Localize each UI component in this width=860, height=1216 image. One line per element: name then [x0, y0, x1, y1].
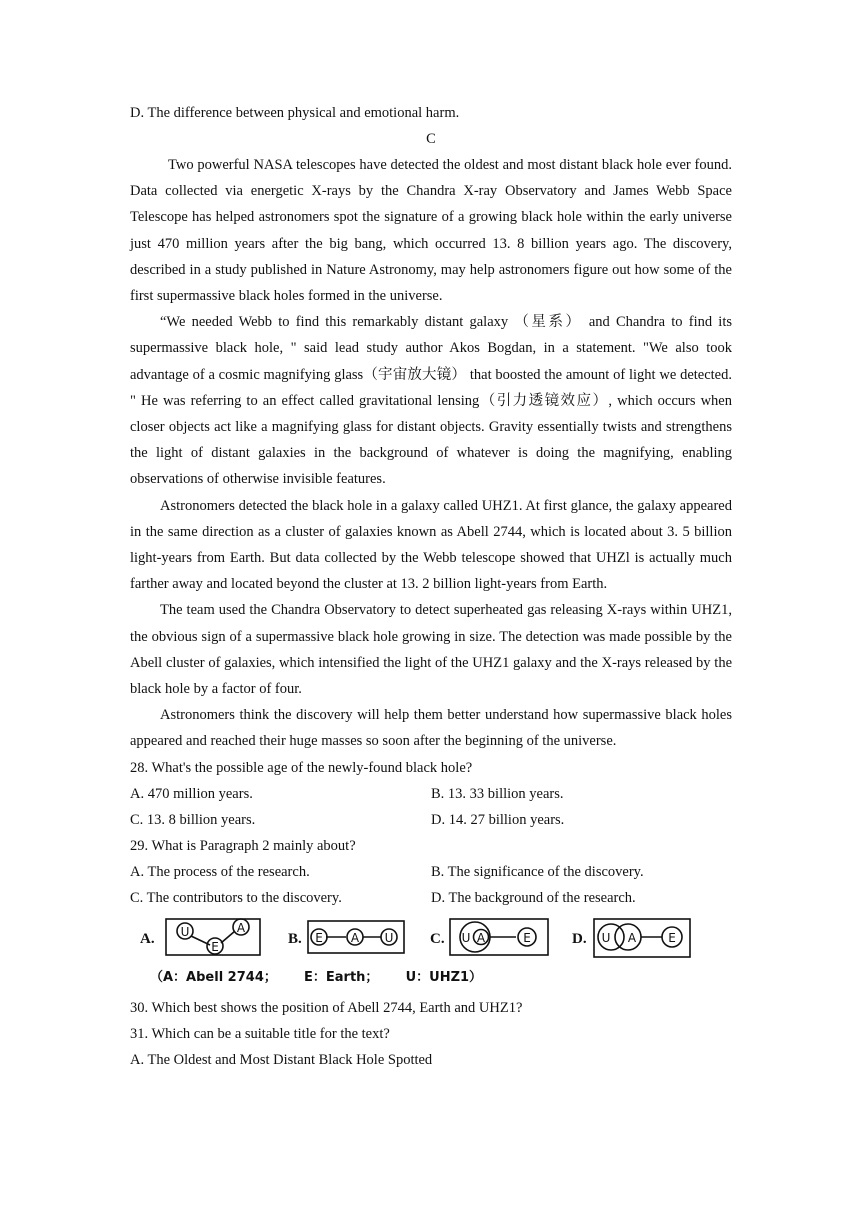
- q28-option-d[interactable]: D. 14. 27 billion years.: [431, 811, 565, 828]
- q29-option-b[interactable]: B. The significance of the discovery.: [431, 863, 644, 880]
- diagram-a-node-e-text: E: [211, 939, 219, 954]
- diagram-d-node-a-text: A: [627, 930, 637, 945]
- q28-option-c[interactable]: C. 13. 8 billion years.: [130, 811, 256, 828]
- paragraph-4: The team used the Chandra Observatory to detect superheated gas releasing X-rays within UHZ1, the obvious sign of a supermassive black hole growing in size. The detection was made possible by the Abell cluster of galaxies, which intensified the light of the UHZ1 galaxy and the X-rays released by the black hole by a factor of four.: [130, 602, 732, 698]
- position-diagrams: [138, 915, 718, 995]
- diagram-c-label[interactable]: C.: [430, 930, 445, 947]
- position-diagram-figure: [138, 915, 718, 995]
- diagram-d-node-u-text: U: [601, 930, 611, 945]
- diagram-caption: （A：Abell 2744； E：Earth； U：UHZ1）: [150, 969, 483, 985]
- diagram-a-line-ea: [221, 931, 235, 943]
- q29-option-a[interactable]: A. The process of the research.: [130, 863, 310, 880]
- q28-option-a[interactable]: A. 470 million years.: [130, 785, 253, 802]
- q29-option-c[interactable]: C. The contributors to the discovery.: [130, 889, 342, 906]
- diagram-a-label[interactable]: A.: [140, 930, 155, 947]
- diagram-c-node-a-text: A: [476, 930, 486, 945]
- q31-option-a[interactable]: A. The Oldest and Most Distant Black Hole Spotted: [130, 1051, 433, 1068]
- q29-options-row-2: [130, 885, 732, 911]
- diagram-a-node-a-text: A: [236, 920, 246, 935]
- paragraph-5: Astronomers think the discovery will help them better understand how supermassive black holes appeared and reached their huge masses so soon after the beginning of the universe.: [130, 707, 732, 750]
- diagram-b-label[interactable]: B.: [288, 930, 302, 947]
- diagram-b-node-e-text: E: [315, 930, 323, 945]
- paragraph-1: Two powerful NASA telescopes have detected the oldest and most distant black hole ever found. Data collected via energetic X-rays by the Chandra X-ray Observatory and James Webb Space Telescope has helped astronomers spot the signature of a growing black hole within the early universe just 470 million years after the big bang, which occurred 13. 8 billion years ago. The discovery, described in a study published in Nature Astronomy, may help astronomers figure out how some of the first supermassive black holes formed in the universe.: [130, 157, 732, 305]
- diagram-a-node-u-text: U: [180, 924, 190, 939]
- question-31: 31. Which can be a suitable title for the text?: [130, 1025, 390, 1042]
- diagram-b-node-u-text: U: [384, 930, 394, 945]
- paragraph-2: “We needed Webb to find this remarkably distant galaxy （星系） and Chandra to find its supermassive black hole, " said lead study author Akos Bogdan, in a statement. "We also took advantage of a cosmic magnifying glass（宇宙放大镜） that boosted the amount of light we detected. " He was referring to an effect called gravitational lensing（引力透镜效应）, which occurs when closer objects act like a magnifying glass for distant objects. Gravity essentially twists and strengthens the light of distant galaxies in the background of whatever is doing the magnifying, enabling observations of otherwise invisible features.: [130, 314, 732, 488]
- q29-options-row-1: [130, 859, 732, 885]
- q29-option-d[interactable]: D. The background of the research.: [431, 889, 636, 906]
- q28-option-b[interactable]: B. 13. 33 billion years.: [431, 785, 564, 802]
- question-29: 29. What is Paragraph 2 mainly about?: [130, 837, 356, 854]
- question-28: 28. What's the possible age of the newly-found black hole?: [130, 759, 473, 776]
- lead-line: D. The difference between physical and emotional harm.: [130, 105, 460, 121]
- section-letter: C: [426, 131, 436, 147]
- paragraph-3: Astronomers detected the black hole in a galaxy called UHZ1. At first glance, the galaxy appeared in the same direction as a cluster of galaxies known as Abell 2744, which is located about 3. 5 billion light-years from Earth. But data collected by the Webb telescope showed that UHZl is actually much farther away and located beyond the cluster at 13. 2 billion light-years from Earth.: [130, 497, 732, 593]
- diagram-c-node-e-text: E: [523, 930, 531, 945]
- q28-options-row-2: [130, 807, 732, 833]
- diagram-b-node-a-text: A: [350, 930, 360, 945]
- diagram-d-node-e-text: E: [668, 930, 676, 945]
- diagram-d-label[interactable]: D.: [572, 930, 587, 947]
- question-30: 30. Which best shows the position of Abell 2744, Earth and UHZ1?: [130, 999, 523, 1016]
- exam-page: [130, 100, 732, 1073]
- diagram-c-node-u-text: U: [461, 930, 471, 945]
- q28-options-row-1: [130, 781, 732, 807]
